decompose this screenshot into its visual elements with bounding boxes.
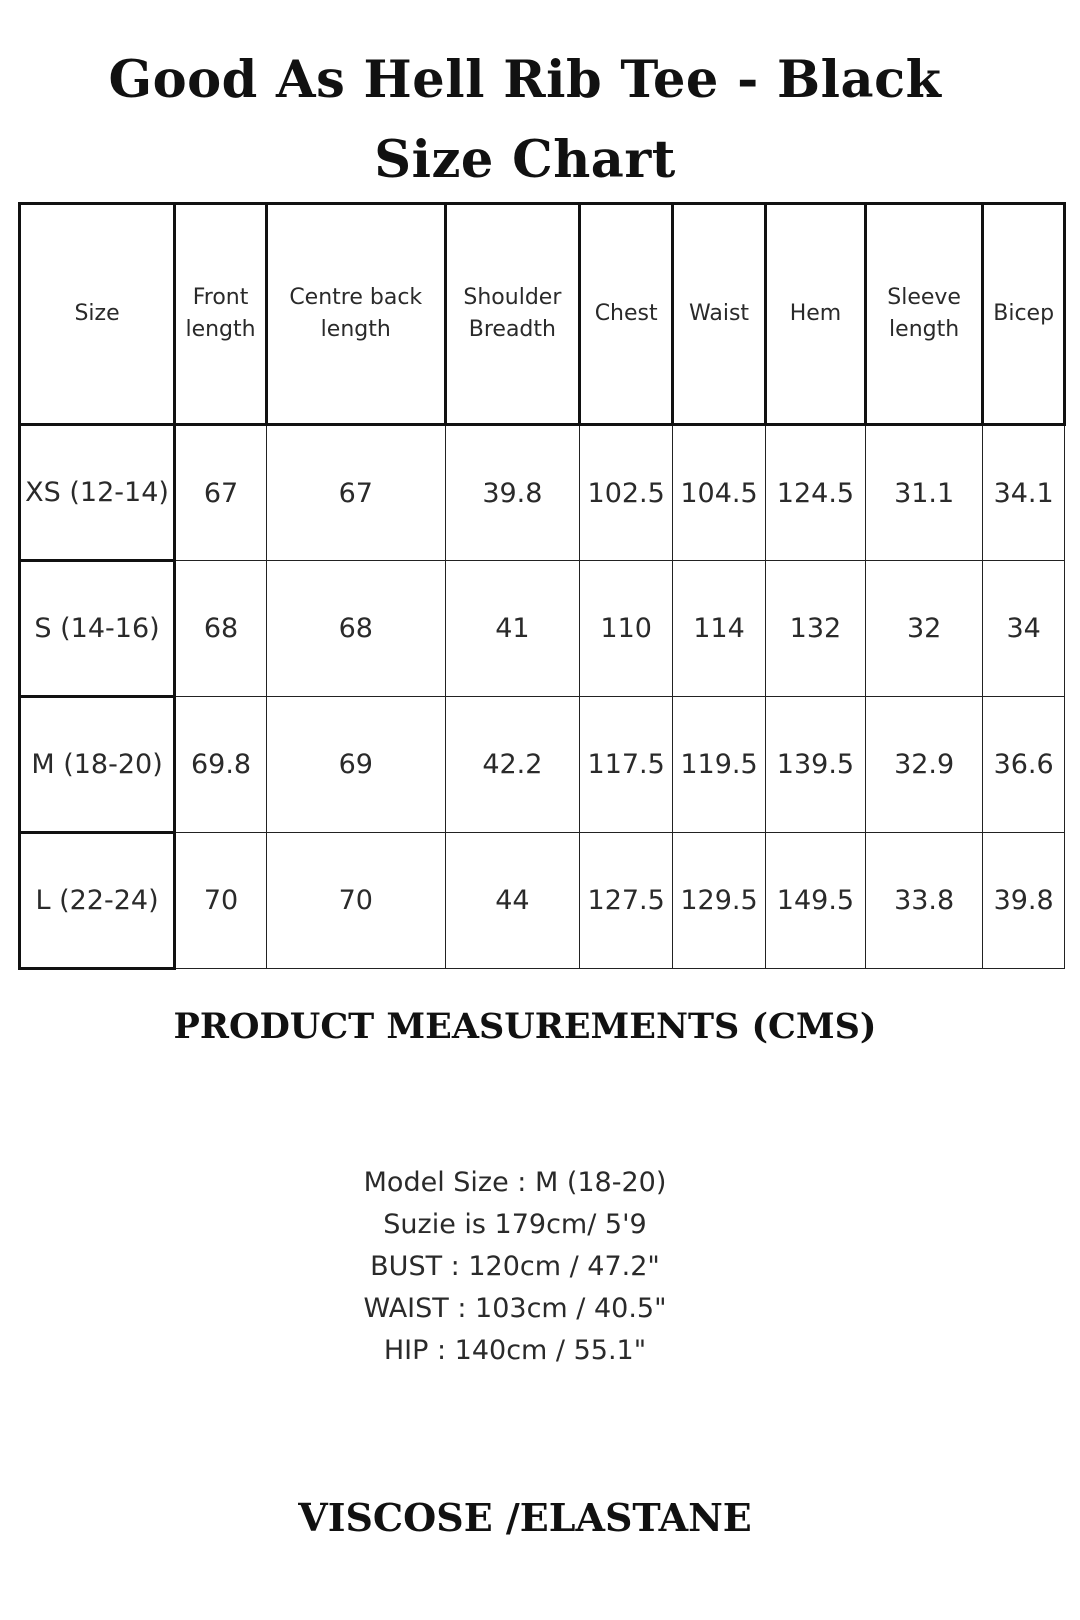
model-size-line: Model Size : M (18-20) xyxy=(363,1167,667,1198)
table-cell: 124.5 xyxy=(765,425,865,561)
table-cell: 41 xyxy=(445,561,580,697)
table-cell: 70 xyxy=(175,833,267,969)
table-cell: 36.6 xyxy=(983,697,1065,833)
table-cell: 104.5 xyxy=(673,425,766,561)
column-header-size: Size xyxy=(20,204,175,425)
table-cell: 68 xyxy=(175,561,267,697)
column-header-centre-back-length: Centre back length xyxy=(266,204,445,425)
column-header-sleeve-length: Sleeve length xyxy=(865,204,982,425)
table-cell: 67 xyxy=(266,425,445,561)
table-header-row xyxy=(20,204,1065,425)
size-label-cell: L (22-24) xyxy=(20,833,175,969)
table-cell: 114 xyxy=(673,561,766,697)
page-title: Good As Hell Rib Tee - Black xyxy=(108,50,942,110)
column-header-hem: Hem xyxy=(765,204,865,425)
column-header-front-length: Front length xyxy=(175,204,267,425)
table-cell: 110 xyxy=(580,561,673,697)
measurements-heading: PRODUCT MEASUREMENTS (CMS) xyxy=(173,1006,877,1047)
table-cell: 39.8 xyxy=(983,833,1065,969)
page-subtitle: Size Chart xyxy=(374,130,676,190)
model-height-line: Suzie is 179cm/ 5'9 xyxy=(383,1209,647,1240)
table-cell: 127.5 xyxy=(580,833,673,969)
model-info xyxy=(0,1162,1030,1372)
table-cell: 68 xyxy=(266,561,445,697)
table-cell: 69 xyxy=(266,697,445,833)
table-row xyxy=(20,833,1065,969)
column-header-waist: Waist xyxy=(673,204,766,425)
size-label-cell: S (14-16) xyxy=(20,561,175,697)
size-label-cell: XS (12-14) xyxy=(20,425,175,561)
size-chart-table xyxy=(18,202,1066,970)
table-cell: 32.9 xyxy=(865,697,982,833)
column-header-chest: Chest xyxy=(580,204,673,425)
table-cell: 34 xyxy=(983,561,1065,697)
table-cell: 69.8 xyxy=(175,697,267,833)
table-cell: 39.8 xyxy=(445,425,580,561)
table-cell: 32 xyxy=(865,561,982,697)
table-row xyxy=(20,425,1065,561)
table-cell: 42.2 xyxy=(445,697,580,833)
table-cell: 33.8 xyxy=(865,833,982,969)
table-row xyxy=(20,697,1065,833)
table-cell: 102.5 xyxy=(580,425,673,561)
table-cell: 132 xyxy=(765,561,865,697)
model-hip-line: HIP : 140cm / 55.1" xyxy=(383,1335,647,1366)
fabric-heading: VISCOSE /ELASTANE xyxy=(298,1495,752,1540)
table-cell: 129.5 xyxy=(673,833,766,969)
size-label-cell: M (18-20) xyxy=(20,697,175,833)
table-cell: 34.1 xyxy=(983,425,1065,561)
table-cell: 119.5 xyxy=(673,697,766,833)
table-cell: 70 xyxy=(266,833,445,969)
column-header-bicep: Bicep xyxy=(983,204,1065,425)
table-cell: 117.5 xyxy=(580,697,673,833)
table-cell: 139.5 xyxy=(765,697,865,833)
table-cell: 31.1 xyxy=(865,425,982,561)
table-cell: 44 xyxy=(445,833,580,969)
table-cell: 149.5 xyxy=(765,833,865,969)
table-cell: 67 xyxy=(175,425,267,561)
table-row xyxy=(20,561,1065,697)
model-bust-line: BUST : 120cm / 47.2" xyxy=(370,1251,660,1282)
column-header-shoulder-breadth: Shoulder Breadth xyxy=(445,204,580,425)
model-waist-line: WAIST : 103cm / 40.5" xyxy=(363,1293,667,1324)
